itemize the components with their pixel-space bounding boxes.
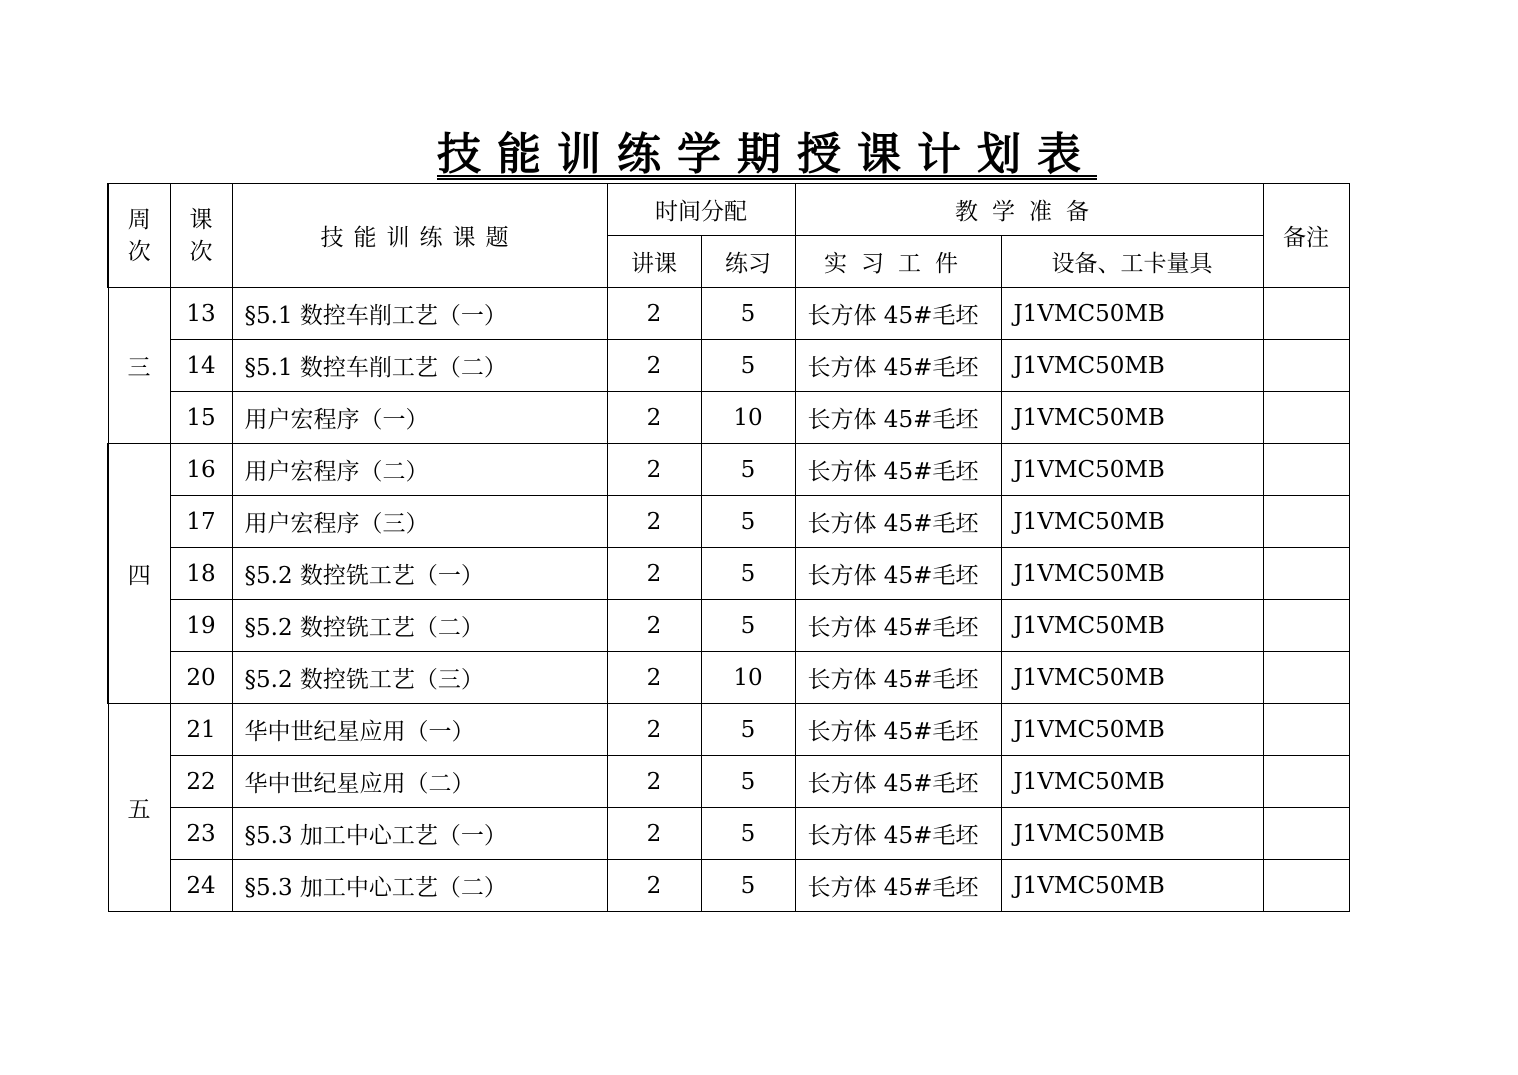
- equipment: J1VMC50MB: [1001, 860, 1263, 912]
- header-row-1: [108, 184, 1349, 236]
- table-row: [108, 444, 1349, 496]
- week-label: 三: [108, 288, 170, 444]
- page-title-text: 技能训练学期授课计划表: [437, 129, 1097, 180]
- workpiece: 长方体 45#毛坯: [795, 704, 1001, 756]
- workpiece: 长方体 45#毛坯: [795, 860, 1001, 912]
- lecture-hours: 2: [607, 496, 701, 548]
- remark: [1263, 808, 1349, 860]
- lesson-number: 20: [170, 652, 232, 704]
- equipment: J1VMC50MB: [1001, 392, 1263, 444]
- remark: [1263, 496, 1349, 548]
- header-time-alloc: 时间分配: [607, 184, 795, 236]
- table-row: [108, 704, 1349, 756]
- lesson-topic: 用户宏程序（一）: [232, 392, 607, 444]
- table-row: [108, 496, 1349, 548]
- lesson-topic: §5.1 数控车削工艺（一）: [232, 288, 607, 340]
- table-row: [108, 600, 1349, 652]
- lecture-hours: 2: [607, 392, 701, 444]
- practice-hours: 10: [701, 652, 795, 704]
- remark: [1263, 652, 1349, 704]
- lesson-number: 13: [170, 288, 232, 340]
- lesson-topic: §5.2 数控铣工艺（一）: [232, 548, 607, 600]
- lecture-hours: 2: [607, 600, 701, 652]
- lesson-topic: §5.1 数控车削工艺（二）: [232, 340, 607, 392]
- workpiece: 长方体 45#毛坯: [795, 288, 1001, 340]
- lesson-topic: 用户宏程序（二）: [232, 444, 607, 496]
- table-row: [108, 340, 1349, 392]
- table-row: [108, 652, 1349, 704]
- week-label: 五: [108, 704, 170, 912]
- workpiece: 长方体 45#毛坯: [795, 808, 1001, 860]
- header-week-text: 周 次: [127, 206, 151, 265]
- remark: [1263, 548, 1349, 600]
- lesson-topic: §5.3 加工中心工艺（一）: [232, 808, 607, 860]
- practice-hours: 5: [701, 340, 795, 392]
- lesson-number: 14: [170, 340, 232, 392]
- lesson-topic: 用户宏程序（三）: [232, 496, 607, 548]
- equipment: J1VMC50MB: [1001, 600, 1263, 652]
- practice-hours: 10: [701, 392, 795, 444]
- workpiece: 长方体 45#毛坯: [795, 392, 1001, 444]
- header-week: [108, 184, 170, 288]
- practice-hours: 5: [701, 704, 795, 756]
- schedule-table: [107, 183, 1350, 912]
- lesson-topic: §5.3 加工中心工艺（二）: [232, 860, 607, 912]
- equipment: J1VMC50MB: [1001, 808, 1263, 860]
- header-topic: 技能训练课题: [232, 184, 607, 288]
- lecture-hours: 2: [607, 756, 701, 808]
- lesson-topic: §5.2 数控铣工艺（二）: [232, 600, 607, 652]
- lesson-topic: §5.2 数控铣工艺（三）: [232, 652, 607, 704]
- remark: [1263, 288, 1349, 340]
- header-lesson-text: 课 次: [189, 206, 213, 265]
- lesson-number: 21: [170, 704, 232, 756]
- schedule-body: [108, 288, 1349, 912]
- practice-hours: 5: [701, 756, 795, 808]
- lecture-hours: 2: [607, 340, 701, 392]
- header-lecture: 讲课: [607, 236, 701, 288]
- page-title: [0, 118, 1518, 182]
- practice-hours: 5: [701, 860, 795, 912]
- equipment: J1VMC50MB: [1001, 756, 1263, 808]
- lecture-hours: 2: [607, 288, 701, 340]
- equipment: J1VMC50MB: [1001, 340, 1263, 392]
- lecture-hours: 2: [607, 860, 701, 912]
- practice-hours: 5: [701, 808, 795, 860]
- header-practice: 练习: [701, 236, 795, 288]
- equipment: J1VMC50MB: [1001, 652, 1263, 704]
- lecture-hours: 2: [607, 704, 701, 756]
- table-row: [108, 860, 1349, 912]
- table-row: [108, 288, 1349, 340]
- lesson-number: 16: [170, 444, 232, 496]
- lesson-number: 18: [170, 548, 232, 600]
- lesson-number: 19: [170, 600, 232, 652]
- workpiece: 长方体 45#毛坯: [795, 600, 1001, 652]
- lesson-number: 22: [170, 756, 232, 808]
- practice-hours: 5: [701, 600, 795, 652]
- header-lesson: [170, 184, 232, 288]
- table-row: [108, 548, 1349, 600]
- remark: [1263, 340, 1349, 392]
- lesson-topic: 华中世纪星应用（一）: [232, 704, 607, 756]
- header-equipment: 设备、工卡量具: [1001, 236, 1263, 288]
- workpiece: 长方体 45#毛坯: [795, 496, 1001, 548]
- lecture-hours: 2: [607, 808, 701, 860]
- equipment: J1VMC50MB: [1001, 444, 1263, 496]
- workpiece: 长方体 45#毛坯: [795, 756, 1001, 808]
- lecture-hours: 2: [607, 652, 701, 704]
- lecture-hours: 2: [607, 548, 701, 600]
- table-row: [108, 756, 1349, 808]
- workpiece: 长方体 45#毛坯: [795, 444, 1001, 496]
- lecture-hours: 2: [607, 444, 701, 496]
- header-prep: 教学准备: [795, 184, 1263, 236]
- remark: [1263, 860, 1349, 912]
- week-label: 四: [108, 444, 170, 704]
- lesson-number: 23: [170, 808, 232, 860]
- workpiece: 长方体 45#毛坯: [795, 340, 1001, 392]
- header-workpiece: 实习工件: [795, 236, 1001, 288]
- lesson-number: 24: [170, 860, 232, 912]
- remark: [1263, 704, 1349, 756]
- workpiece: 长方体 45#毛坯: [795, 548, 1001, 600]
- practice-hours: 5: [701, 288, 795, 340]
- header-remark: 备注: [1263, 184, 1349, 288]
- practice-hours: 5: [701, 444, 795, 496]
- equipment: J1VMC50MB: [1001, 288, 1263, 340]
- remark: [1263, 444, 1349, 496]
- lesson-number: 17: [170, 496, 232, 548]
- lesson-topic: 华中世纪星应用（二）: [232, 756, 607, 808]
- practice-hours: 5: [701, 548, 795, 600]
- table-row: [108, 808, 1349, 860]
- lesson-number: 15: [170, 392, 232, 444]
- table-row: [108, 392, 1349, 444]
- equipment: J1VMC50MB: [1001, 548, 1263, 600]
- equipment: J1VMC50MB: [1001, 496, 1263, 548]
- remark: [1263, 392, 1349, 444]
- workpiece: 长方体 45#毛坯: [795, 652, 1001, 704]
- equipment: J1VMC50MB: [1001, 704, 1263, 756]
- remark: [1263, 600, 1349, 652]
- remark: [1263, 756, 1349, 808]
- practice-hours: 5: [701, 496, 795, 548]
